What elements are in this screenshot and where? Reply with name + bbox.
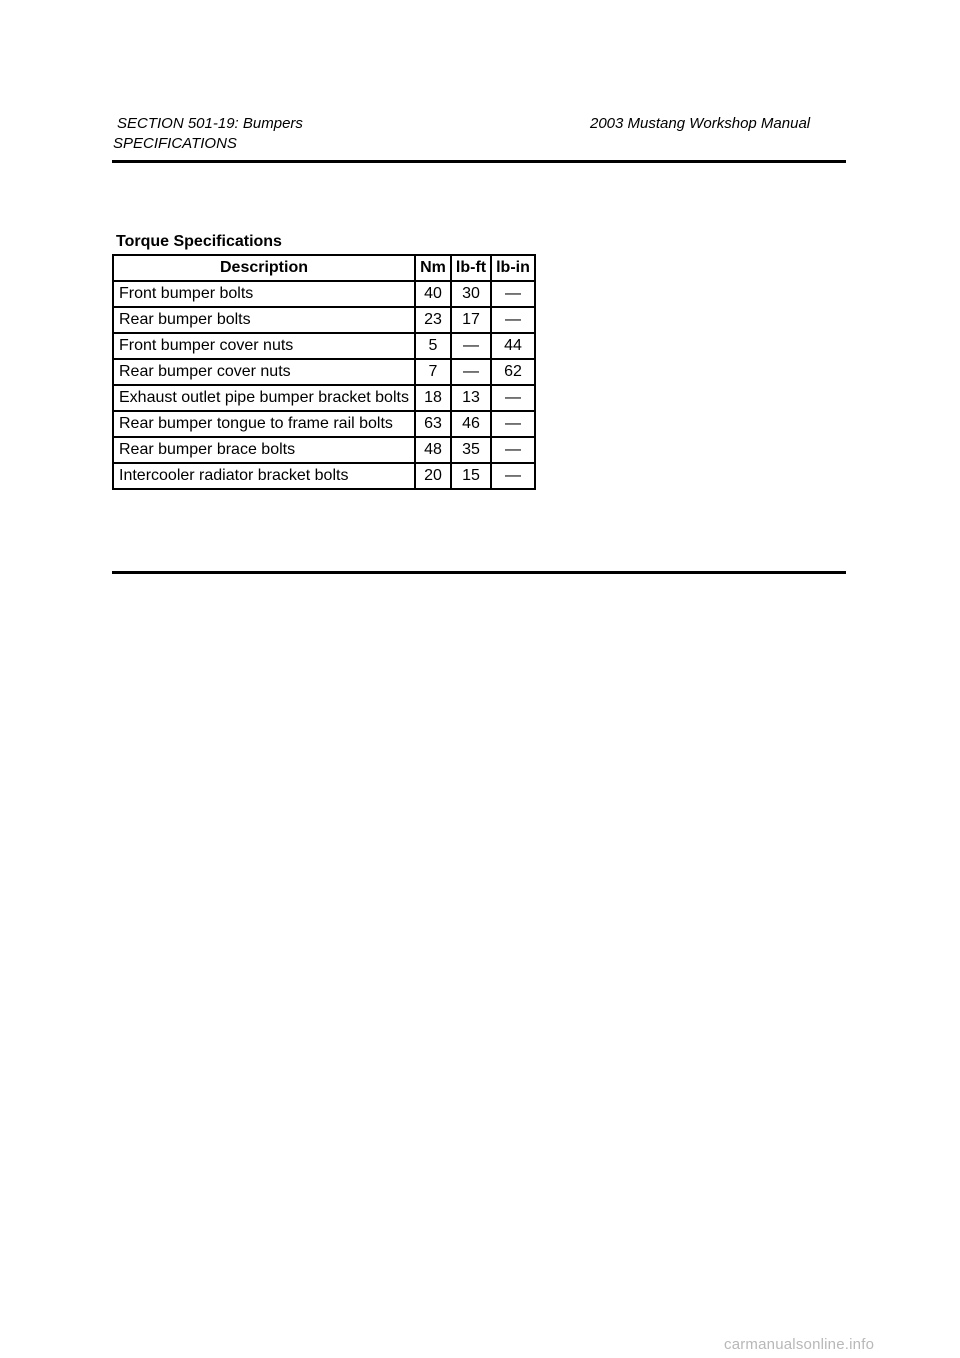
- watermark: carmanualsonline.info: [724, 1336, 875, 1353]
- cell-nm: 7: [415, 359, 451, 385]
- table-row: [113, 359, 535, 385]
- table-row: [113, 437, 535, 463]
- cell-lbft: 15: [451, 463, 491, 489]
- cell-lbft: 17: [451, 307, 491, 333]
- torque-spec-table: [112, 254, 536, 490]
- cell-description: Exhaust outlet pipe bumper bracket bolts: [113, 385, 415, 411]
- table-title: Torque Specifications: [116, 233, 282, 250]
- table-row: [113, 307, 535, 333]
- cell-description: Rear bumper tongue to frame rail bolts: [113, 411, 415, 437]
- table-row: [113, 333, 535, 359]
- table-row: [113, 411, 535, 437]
- cell-nm: 18: [415, 385, 451, 411]
- table-row: [113, 463, 535, 489]
- cell-nm: 20: [415, 463, 451, 489]
- subsection-title: SPECIFICATIONS: [113, 135, 237, 152]
- cell-lbin: —: [491, 463, 535, 489]
- footer-rule: [112, 571, 846, 574]
- cell-lbin: —: [491, 437, 535, 463]
- cell-nm: 5: [415, 333, 451, 359]
- cell-lbft: 35: [451, 437, 491, 463]
- cell-description: Intercooler radiator bracket bolts: [113, 463, 415, 489]
- cell-description: Rear bumper brace bolts: [113, 437, 415, 463]
- cell-lbin: —: [491, 281, 535, 307]
- cell-lbin: —: [491, 411, 535, 437]
- table-row: [113, 385, 535, 411]
- section-title: SECTION 501-19: Bumpers: [117, 115, 303, 132]
- cell-lbft: 30: [451, 281, 491, 307]
- col-header-nm: Nm: [415, 255, 451, 281]
- cell-description: Rear bumper bolts: [113, 307, 415, 333]
- table-row: [113, 281, 535, 307]
- cell-lbft: —: [451, 333, 491, 359]
- cell-nm: 48: [415, 437, 451, 463]
- cell-description: Rear bumper cover nuts: [113, 359, 415, 385]
- col-header-lbft: lb-ft: [451, 255, 491, 281]
- cell-description: Front bumper cover nuts: [113, 333, 415, 359]
- table-header-row: [113, 255, 535, 281]
- cell-lbin: 44: [491, 333, 535, 359]
- cell-nm: 63: [415, 411, 451, 437]
- header-rule: [112, 160, 846, 163]
- cell-nm: 40: [415, 281, 451, 307]
- cell-nm: 23: [415, 307, 451, 333]
- cell-lbft: 13: [451, 385, 491, 411]
- cell-lbin: —: [491, 385, 535, 411]
- cell-lbin: —: [491, 307, 535, 333]
- cell-description: Front bumper bolts: [113, 281, 415, 307]
- manual-title: 2003 Mustang Workshop Manual: [590, 115, 811, 132]
- cell-lbin: 62: [491, 359, 535, 385]
- cell-lbft: 46: [451, 411, 491, 437]
- col-header-lbin: lb-in: [491, 255, 535, 281]
- col-header-description: Description: [113, 255, 415, 281]
- cell-lbft: —: [451, 359, 491, 385]
